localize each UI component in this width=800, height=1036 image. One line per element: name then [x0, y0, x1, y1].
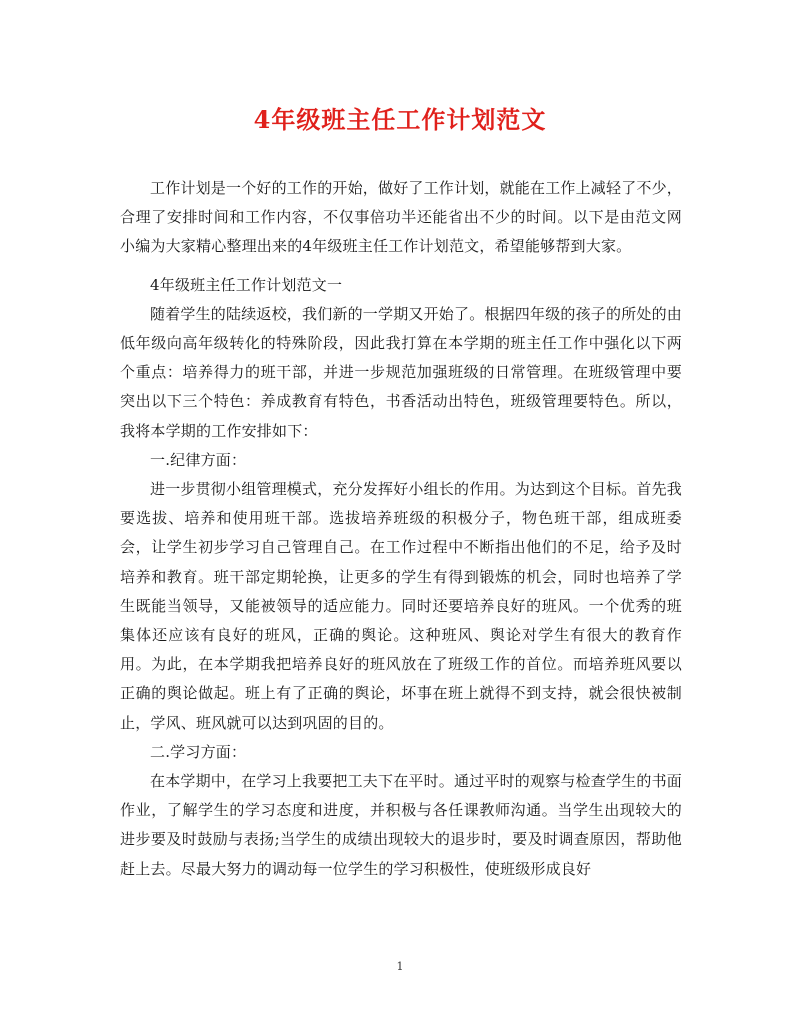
section-heading-1: 4年级班主任工作计划范文一	[150, 275, 343, 294]
body-paragraph: 在本学期中，在学习上我要把工夫下在平时。通过平时的观察与检查学生的书面作业，了解学生的学习态度和进度，并积极与各任课教师沟通。当学生出现较大的进步要及时鼓励与表扬;当学生的成绩出现较大的退步时，要及时调查原因，帮助他赶上去。尽最大努力的调动每一位学生的学习积极性，使班级形成良好	[120, 772, 683, 878]
document-body	[120, 174, 682, 884]
intro-paragraph: 工作计划是一个好的工作的开始，做好了工作计划，就能在工作上减轻了不少，合理了安排时间和工作内容，不仅事倍功半还能省出不少的时间。以下是由范文网小编为大家精心整理出来的4年级班主任工作计划范文，希望能够帮到大家。	[120, 179, 683, 256]
page-number: 1	[396, 960, 404, 973]
subheading-study: 二.学习方面：	[150, 742, 247, 761]
subheading-discipline: 一.纪律方面：	[150, 450, 247, 469]
body-paragraph: 随着学生的陆续返校，我们新的一学期又开始了。根据四年级的孩子的所处的由低年级向高年级转化的特殊阶段，因此我打算在本学期的班主任工作中强化以下两个重点：培养得力的班干部，并进一步规范加强班级的日常管理。在班级管理中要突出以下三个特色：养成教育有特色，书香活动出特色，班级管理要特色。所以，我将本学期的工作安排如下：	[120, 304, 683, 440]
document-title: 4年级班主任工作计划范文	[253, 105, 547, 134]
body-paragraph: 进一步贯彻小组管理模式，充分发挥好小组长的作用。为达到这个目标。首先我要选拔、培养和使用班干部。选拔培养班级的积极分子，物色班干部，组成班委会，让学生初步学习自己管理自己。在工作过程中不断指出他们的不足，给予及时培养和教育。班干部定期轮换，让更多的学生有得到锻炼的机会，同时也培养了学生既能当领导，又能被领导的适应能力。同时还要培养良好的班风。一个优秀的班集体还应该有良好的班风，正确的舆论。这种班风、舆论对学生有很大的教育作用。为此，在本学期我把培养良好的班风放在了班级工作的首位。而培养班风要以正确的舆论做起。班上有了正确的舆论，坏事在班上就得不到支持，就会很快被制止，学风、班风就可以达到巩固的目的。	[120, 480, 683, 732]
